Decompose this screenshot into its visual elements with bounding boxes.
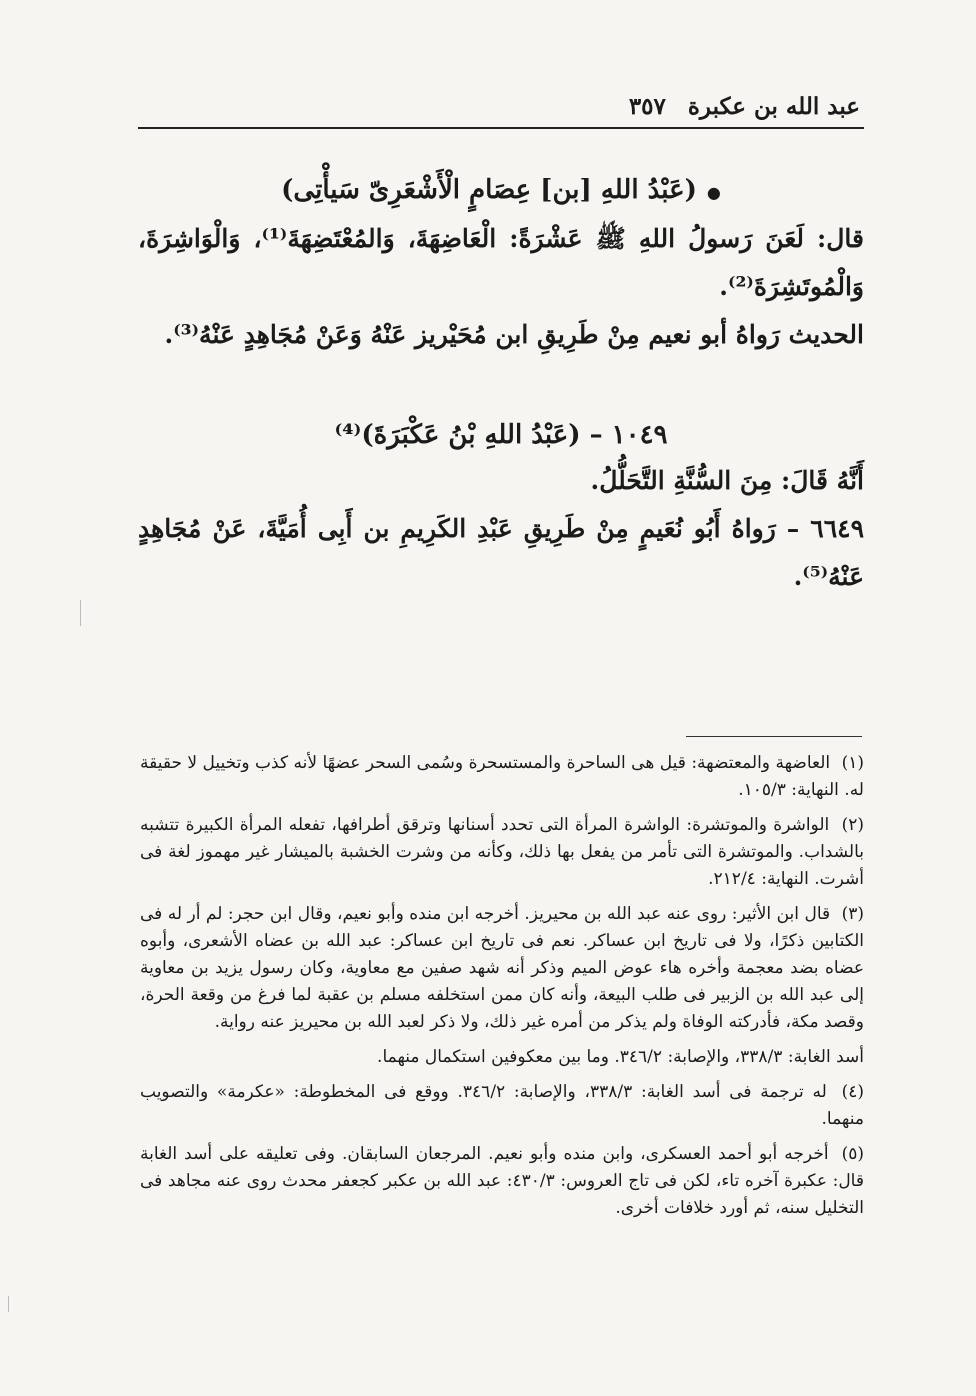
footnotes bbox=[140, 750, 864, 1230]
entry1-title-text: (عَبْدُ اللهِ [بن] عِصَامٍ الْأَشْعَرِىّ سَيأْتِى) bbox=[281, 175, 697, 205]
entry1-text: قال: لَعَنَ رَسولُ اللهِ ﷺ عَشْرَةً: الْعَاضِهَةَ، وَالمُعْتَضِهَةَ⁽¹⁾، وَالْوَاشِرَةَ، وَالْمُوتَشِرَةَ⁽²⁾. bbox=[138, 224, 865, 301]
footnote-text: العاضهة والمعتضهة: قيل هى الساحرة والمستسحرة وسُمى السحر عضهًا لأنه كذب وتخييل لا حقيقة له. النهاية: ١٠٥/٣. bbox=[140, 753, 864, 800]
running-header bbox=[140, 86, 860, 126]
footnote-2 bbox=[140, 812, 864, 893]
footnote-text: أخرجه أبو أحمد العسكرى، وابن منده وأبو نعيم. المرجعان السابقان. وفى تعليقه على أسد الغابة قال: عكبرة آخره تاء، لكن فى تاج العروس: ٤٣٠/٣: عبد الله بن عكبر كجعفر محدث روى عنه مجاهد فى التخليل سنه، ثم أورد خلافات أخرى. bbox=[140, 1144, 864, 1218]
main-text bbox=[138, 168, 864, 601]
footnote-number: (٢) bbox=[841, 815, 864, 835]
entry1-title bbox=[138, 168, 864, 215]
margin-mark bbox=[80, 600, 81, 626]
footnote-3-continuation: أسد الغابة: ٣٣٨/٣، والإصابة: ٣٤٦/٢. وما بين معكوفين استكمال منهما. bbox=[377, 1047, 864, 1067]
footnote-number: (١) bbox=[841, 753, 864, 773]
footnote-4 bbox=[140, 1079, 864, 1133]
page-number: ٣٥٧ bbox=[628, 92, 666, 120]
entry2-text: أَنَّهُ قَالَ: مِنَ السُّنَّةِ التَّحَلُّلُ. bbox=[590, 466, 864, 495]
spacer bbox=[138, 359, 864, 413]
entry2-source: ٦٦٤٩ – رَواهُ أَبُو نُعَيمٍ مِنْ طَرِيقِ عَبْدِ الكَرِيمِ بن أَبِى أُمَيَّةَ، عَنْ مُجَاهِدٍ عَنْهُ⁽⁵⁾. bbox=[138, 514, 864, 591]
footnote-text: له ترجمة فى أسد الغابة: ٣٣٨/٣، والإصابة: ٣٤٦/٢. ووقع فى المخطوطة: «عكرمة» والتصويب منهما. bbox=[140, 1082, 864, 1129]
footnote-text: قال ابن الأثير: روى عنه عبد الله بن محيريز. أخرجه ابن منده وأبو نعيم، وقال ابن حجر: لم أر له فى الكتابين ذكرًا، ولا فى تاريخ ابن عساكر. نعم فى تاريخ ابن عساكر: عبد الله بن عضاه الأشعرى، وأبوه عضاه بضد معجمة وأخره هاء عوض الميم وذكر أنه شهد صفين مع معاوية، وكان رسول يزيد بن معاوية إلى عبد الله بن الزبير فى طلب البيعة، وأنه كان ممن استخلفه مسلم بن عقبة لما فرغ من وقعة الحرة، وقصد مكة، فأدركته الوفاة ولم يذكر من أمره غير ذلك، ولا ذكر لعبد الله بن محيريز عنه رواية. bbox=[140, 904, 864, 1032]
footnote-1 bbox=[140, 750, 864, 804]
entry2-title: ١٠٤٩ – (عَبْدُ اللهِ بْنُ عَكْبَرَةَ)⁽⁴⁾ bbox=[334, 420, 668, 450]
footnote-3 bbox=[140, 901, 864, 1036]
margin-mark bbox=[8, 1296, 9, 1312]
entry1-source: الحديث رَواهُ أبو نعيم مِنْ طَرِيقِ ابن مُحَيْريز عَنْهُ وَعَنْ مُجَاهِدٍ عَنْهُ⁽³⁾. bbox=[164, 320, 864, 349]
footnote-rule bbox=[686, 736, 862, 737]
footnote-5 bbox=[140, 1141, 864, 1222]
footnote-number: (٤) bbox=[841, 1082, 864, 1102]
footnote-text: الواشرة والموتشرة: الواشرة المرأة التى تحدد أسنانها وترقق أطرافها، تفعله المرأة الكبيرة تتشبه بالشداب. والموتشرة التى تأمر من يفعل بها ذلك، وكأنه من وشرت الخشبة بالميشار غير مهموز لغة فى أشرت. النهاية: ٢١٢/٤. bbox=[140, 815, 864, 889]
footnote-number: (٥) bbox=[841, 1144, 864, 1164]
header-rule bbox=[138, 127, 864, 129]
running-title: عبد الله بن عكبرة bbox=[687, 92, 860, 120]
footnote-number: (٣) bbox=[841, 904, 865, 924]
bullet-icon: ● bbox=[706, 183, 721, 202]
